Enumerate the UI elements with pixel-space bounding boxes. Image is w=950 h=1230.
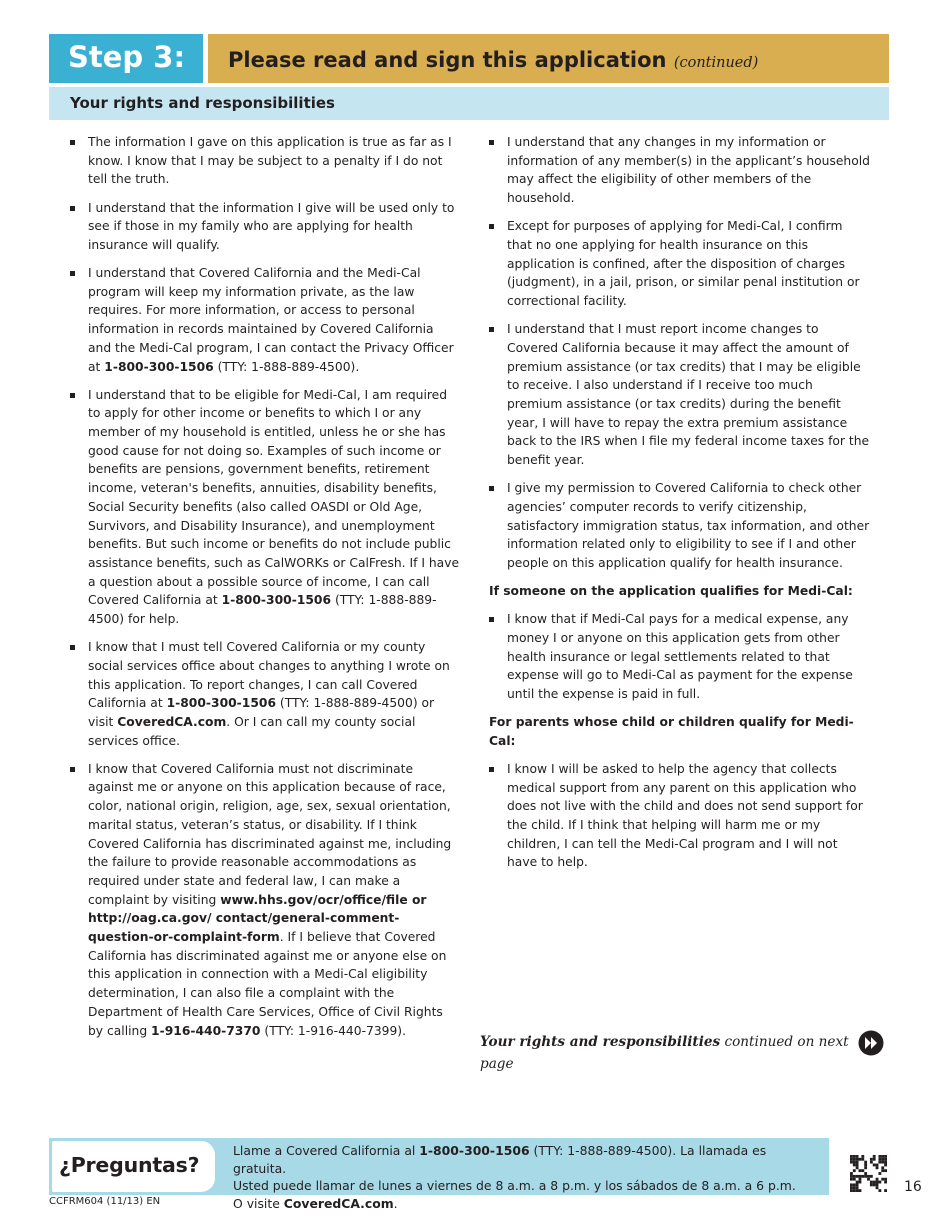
qr-module [861,1155,864,1158]
footer-line-1-b: (TTY: 1-888-889-4500). La llamada es gratuita. [233,1143,767,1176]
qr-module [864,1164,867,1167]
qr-module [878,1189,881,1192]
page-title-text: Please read and sign this application [228,48,667,72]
form-code: CCFRM604 (11/13) EN [49,1196,161,1207]
qr-module [850,1183,853,1186]
bold-text: www.hhs.gov/ocr/office/file or http://oag.ca.gov/ contact/general-comment-question-or-complaint-form [88,892,427,945]
qr-module [876,1178,879,1181]
item-text: (TTY: 1-888-889-4500). [213,359,360,374]
left-column [70,133,460,1050]
bullet-icon [489,140,494,145]
qr-module [853,1169,856,1172]
footer-message [233,1142,823,1212]
qr-module [859,1181,862,1184]
item-text: Except for purposes of applying for Medi-Cal, I confirm that no one applying for health insurance on this application is confined, after the disposition of charges (judgment), in a jail, prison, or similar penal institution or correctional facility. [507,219,860,309]
list-item [70,199,460,255]
qr-module [853,1175,856,1178]
bullet-icon [70,767,75,772]
qr-module [870,1158,873,1161]
qr-module [861,1158,864,1161]
footer-phone: 1-800-300-1506 [419,1143,530,1158]
medi-cal-list [489,610,871,704]
list-item [489,479,871,573]
bullet-icon [70,271,75,276]
qr-module [884,1164,887,1167]
list-item [489,760,871,872]
qr-module [856,1189,859,1192]
list-item [70,638,460,750]
bold-text: 1-916-440-7370 [151,1023,261,1038]
section-title: Your rights and responsibilities [49,87,889,120]
qr-module [881,1178,884,1181]
qr-code-icon [850,1155,887,1192]
bullet-icon [70,393,75,398]
qr-module [856,1186,859,1189]
qr-module [878,1158,881,1161]
bullet-icon [70,645,75,650]
medi-cal-heading: If someone on the application qualifies for Medi-Cal: [489,584,853,599]
item-text: . Or I can call my county social services office. [88,714,416,748]
continued-note [480,1031,885,1072]
qr-module [856,1164,859,1167]
qr-module [884,1181,887,1184]
step-label: Step 3: [49,34,203,83]
qr-module [856,1161,859,1164]
qr-module [876,1183,879,1186]
qr-module [856,1158,859,1161]
item-text: I understand that any changes in my information or information of any member(s) in the applicant’s household may affect the eligibility of other members of the household. [507,135,870,206]
qr-module [859,1189,862,1192]
bold-text: 1-800-300-1506 [221,593,332,608]
qr-module [870,1183,873,1186]
qr-module [850,1186,853,1189]
qr-module [850,1189,853,1192]
item-text: I understand that the information I give will be used only to see if those in my family who are applying for health insurance will qualify. [88,200,455,252]
continued-rest: continued on next page [480,1034,849,1072]
qr-module [873,1164,876,1167]
qr-module [853,1186,856,1189]
qr-module [850,1172,853,1175]
qr-module [878,1155,881,1158]
qr-module [850,1178,853,1181]
qr-module [867,1175,870,1178]
qr-module [870,1181,873,1184]
qr-module [853,1155,856,1158]
qr-module [870,1161,873,1164]
bold-text: 1-800-300-1506 [104,359,214,374]
item-text: I know that Covered California must not discriminate against me or anyone on this application because of race, color, national origin, religion, age, sex, sexual orientation, marital status, veteran’s status, or disability. If I think Covered California has discriminated against me, including the failure to provide reasonable accommodations as required under state and federal law, I can make a complaint by visiting [88,761,452,907]
qr-module [881,1161,884,1164]
qr-module [881,1158,884,1161]
qr-module [856,1155,859,1158]
qr-module [850,1161,853,1164]
preguntas-label: ¿Preguntas? [59,1153,200,1177]
qr-module [864,1166,867,1169]
list-item [489,320,871,470]
rights-list-left [70,133,460,1040]
list-item [70,760,460,1041]
qr-module [853,1183,856,1186]
qr-module [859,1169,862,1172]
qr-module [853,1164,856,1167]
qr-module [876,1181,879,1184]
footer-line-3-b: . [393,1195,398,1211]
qr-module [859,1175,862,1178]
qr-module [884,1169,887,1172]
qr-module [861,1169,864,1172]
title-continued: (continued) [673,55,759,71]
qr-module [876,1166,879,1169]
bullet-icon [489,224,494,229]
item-text: I know I will be asked to help the agency that collects medical support from any parent on this application who does not live with the child and does not send support for the child. If I think that helping will harm me or my children, I can tell the Medi-Cal program and I will not have to help. [507,761,863,870]
qr-module [881,1166,884,1169]
qr-module [850,1158,853,1161]
item-text: I know that I must tell Covered California or my county social services office about changes to anything I wrote on this application. To report changes, I can call Covered California at [88,640,450,711]
bold-text: CoveredCA.com [117,714,227,729]
bold-text: 1-800-300-1506 [166,696,277,711]
item-text: (TTY: 1-916-440-7399). [260,1023,407,1038]
qr-module [864,1161,867,1164]
qr-module [878,1172,881,1175]
qr-module [884,1155,887,1158]
qr-module [864,1175,867,1178]
bullet-icon [70,140,75,145]
item-text: (TTY: 1-888-889-4500) for help. [88,593,437,627]
qr-module [881,1169,884,1172]
qr-module [870,1175,873,1178]
qr-module [856,1175,859,1178]
footer-line-3-a: O visite [233,1195,284,1211]
qr-module [864,1172,867,1175]
qr-module [873,1155,876,1158]
qr-module [853,1178,856,1181]
right-column [489,133,871,881]
item-text: I give my permission to Covered California to check other agencies’ computer records to verify citizenship, satisfactory immigration status, tax information, and other information related only to eligibility to see if I and other people on this application qualify for health insurance. [507,481,870,570]
qr-module [867,1178,870,1181]
footer-website-link[interactable]: CoveredCA.com [283,1195,394,1211]
item-text: I understand that to be eligible for Medi-Cal, I am required to apply for other income or benefits to which I or any member of my household is entitled, unless he or she has good cause for not doing so. Examples of such income or benefits are pensions, government benefits, retirement income, veteran's benefits, annuities, disability benefits, Social Security benefits (also called OASDI or Old Age, Survivors, and Disability Insurance), and unemployment benefits. But such income or benefits do not include public assistance benefits, such as CalWORKs or CalFresh. If I have a question about a possible source of income, I can call Covered California at [88,387,460,608]
qr-module [873,1181,876,1184]
list-item [70,386,460,629]
qr-module [881,1155,884,1158]
list-item [489,610,871,704]
qr-module [873,1183,876,1186]
rights-list-right [489,133,871,573]
qr-module [878,1181,881,1184]
qr-module [850,1175,853,1178]
qr-module [859,1158,862,1161]
qr-module [873,1158,876,1161]
bullet-icon [489,767,494,772]
item-text: . If I believe that Covered California has discriminated against me or anyone else on this application in connection with a Medi-Cal eligibility determination, I can also file a complaint with the Department of Health Care Services, Office of Civil Rights by calling [88,930,447,1038]
qr-module [853,1161,856,1164]
next-page-icon [858,1030,884,1056]
qr-module [856,1166,859,1169]
continued-bold: Your rights and responsibilities [480,1034,721,1050]
qr-module [884,1178,887,1181]
qr-module [876,1164,879,1167]
bullet-icon [489,486,494,491]
page-title [208,34,889,83]
qr-module [876,1186,879,1189]
item-text: The information I gave on this application is true as far as I know. I know that I may be subject to a penalty if I do not tell the truth. [88,135,452,187]
page-number: 16 [904,1179,922,1195]
qr-module [878,1161,881,1164]
footer-line-2: Usted puede llamar de lunes a viernes de 8 a.m. a 8 p.m. y los sábados de 8 a.m. a 6 p.m. [233,1178,796,1193]
qr-module [884,1161,887,1164]
qr-module [853,1189,856,1192]
list-item [489,217,871,311]
bullet-icon [489,617,494,622]
parents-list [489,760,871,872]
qr-module [856,1183,859,1186]
qr-module [856,1181,859,1184]
bullet-icon [70,206,75,211]
item-text: (TTY: 1-888-889-4500) or visit [88,696,435,729]
qr-module [850,1155,853,1158]
bullet-icon [489,327,494,332]
qr-module [884,1189,887,1192]
parents-heading: For parents whose child or children qualify for Medi-Cal: [489,715,854,748]
list-item [70,133,460,189]
item-text: I know that if Medi-Cal pays for a medical expense, any money I or anyone on this application gets from other health insurance or legal settlements related to that expense will go to Medi-Cal as payment for the expense until the expense is paid in full. [507,612,853,701]
list-item [70,264,460,376]
qr-module [859,1178,862,1181]
qr-module [884,1158,887,1161]
footer-line-1-a: Llame a Covered California al [233,1143,420,1158]
item-text: I understand that I must report income changes to Covered California because it may affect the amount of premium assistance (or tax credits) that I may be eligible to receive. I also understand if I receive too much premium assistance (or tax credits) during the benefit year, I will have to repay the extra premium assistance back to the IRS when I file my federal income taxes for the benefit year. [507,322,870,468]
footer-line-3 [233,1195,823,1213]
qr-module [861,1175,864,1178]
list-item [489,133,871,208]
page-header [49,34,889,83]
qr-module [853,1158,856,1161]
footer-line-1 [233,1142,823,1177]
item-text: I understand that Covered California and the Medi-Cal program will keep my information private, as the law requires. For more information, or access to personal information in records maintained by Covered California and the Medi-Cal program, I can contact the Privacy Officer at [88,266,454,374]
